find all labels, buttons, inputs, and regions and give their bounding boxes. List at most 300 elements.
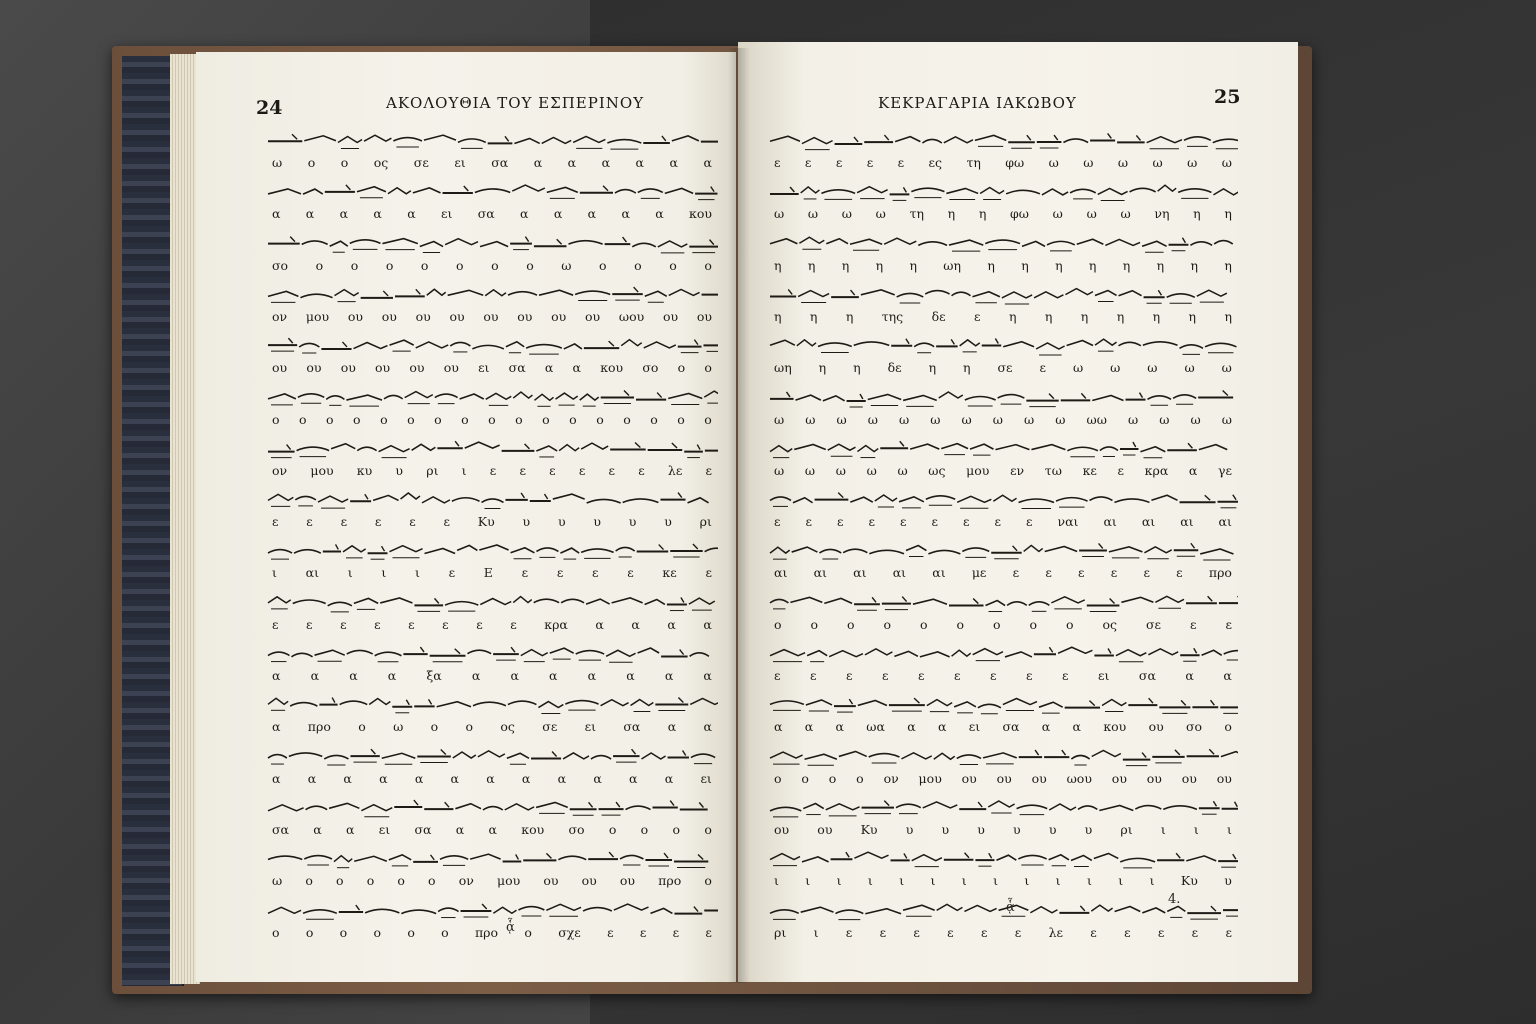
syllable: ε — [994, 514, 1001, 530]
syllable: ο — [677, 411, 685, 427]
syllable: ο — [650, 411, 658, 427]
syllable: α — [510, 668, 519, 683]
lyric-syllables — [272, 412, 712, 427]
syllable: η — [1224, 308, 1232, 324]
page-number: 24 — [256, 97, 283, 119]
syllable: α — [272, 719, 281, 735]
syllable: ε — [918, 668, 925, 683]
syllable: ε — [879, 924, 887, 940]
syllable: σα — [1002, 719, 1020, 735]
syllable: σα — [272, 821, 289, 837]
syllable: ε — [374, 616, 381, 632]
syllable: ω — [1024, 411, 1035, 427]
syllable: ου — [581, 873, 597, 889]
syllable: α — [520, 206, 529, 222]
syllable: ε — [489, 462, 497, 478]
lyric-syllables — [774, 206, 1232, 221]
syllable: σε — [542, 719, 558, 735]
music-line — [768, 387, 1238, 439]
music-line — [266, 284, 718, 336]
music-line — [768, 540, 1238, 592]
syllable: α — [703, 719, 712, 735]
syllable: η — [1044, 308, 1053, 324]
syllable: α — [471, 668, 481, 683]
lyric-syllables — [272, 258, 712, 273]
neume-notation — [768, 387, 1238, 411]
music-line — [768, 797, 1238, 849]
syllable: ο — [883, 616, 892, 632]
syllable: ε — [549, 462, 556, 478]
syllable: αι — [305, 565, 319, 581]
lyric-syllables — [272, 514, 712, 529]
syllable: αι — [1141, 514, 1156, 530]
syllable: κρα — [1144, 462, 1169, 478]
syllable: ε — [705, 462, 712, 478]
music-line — [768, 233, 1238, 285]
syllable: σα — [508, 360, 526, 376]
syllable: σε — [413, 155, 429, 170]
syllable: ε — [1191, 924, 1199, 940]
syllable: α — [407, 206, 416, 222]
syllable: Κυ — [1180, 873, 1198, 889]
music-line — [768, 335, 1238, 387]
syllable: ρι — [774, 924, 787, 940]
syllable: α — [593, 770, 602, 786]
syllable: σο — [272, 257, 289, 273]
syllable: α — [664, 770, 674, 786]
syllable: ο — [380, 411, 388, 427]
syllable: ω — [807, 206, 819, 222]
syllable: ο — [672, 821, 681, 837]
neume-notation — [768, 643, 1238, 667]
syllable: αι — [1218, 514, 1232, 530]
syllable: ε — [306, 514, 313, 530]
syllable: ο — [353, 411, 361, 427]
syllable: αι — [892, 565, 907, 581]
syllable: ο — [272, 411, 280, 427]
syllable: ο — [488, 411, 496, 427]
syllable: α — [621, 206, 630, 222]
syllable: ε — [1012, 565, 1020, 581]
syllable: α — [272, 770, 281, 786]
syllable: α — [587, 668, 597, 683]
music-line — [768, 284, 1238, 336]
lyric-syllables — [272, 719, 712, 734]
syllable: ε — [774, 668, 781, 683]
syllable: ε — [442, 616, 449, 632]
neume-notation — [266, 335, 718, 359]
lyric-syllables — [774, 668, 1232, 683]
neume-notation — [768, 335, 1238, 359]
neume-notation — [266, 900, 718, 924]
syllable: ω — [774, 411, 785, 427]
syllable: α — [664, 668, 674, 683]
syllable: ω — [774, 462, 785, 478]
syllable: ε — [374, 514, 382, 530]
syllable: ες — [928, 155, 943, 170]
syllable: η — [978, 206, 987, 222]
syllable: α — [907, 719, 916, 735]
syllable: α — [414, 770, 424, 786]
syllable: ε — [1026, 514, 1033, 530]
syllable: α — [486, 770, 495, 786]
syllable: ω — [1110, 360, 1121, 376]
lyric-syllables — [774, 155, 1232, 170]
syllable: α — [655, 206, 664, 222]
syllable: ου — [696, 308, 712, 324]
neume-notation — [768, 797, 1238, 821]
lyric-syllables — [272, 873, 712, 888]
syllable: α — [1041, 719, 1051, 735]
syllable: ε — [578, 462, 586, 478]
syllable: ε — [1078, 565, 1085, 581]
syllable: α — [595, 616, 604, 632]
syllable: ο — [350, 257, 359, 273]
music-line — [768, 489, 1238, 541]
syllable: ω — [1187, 155, 1198, 170]
syllable: ξα — [426, 668, 442, 683]
syllable: η — [1156, 257, 1165, 273]
syllable: η — [1021, 257, 1029, 273]
lyric-syllables — [272, 155, 712, 170]
syllable: α — [669, 155, 678, 170]
syllable: τη — [909, 206, 924, 222]
syllable: ω — [1055, 411, 1066, 427]
syllable: σα — [491, 155, 509, 170]
syllable: ου — [996, 770, 1012, 786]
syllable: α — [272, 206, 281, 222]
syllable: προ — [474, 924, 499, 940]
syllable: ο — [669, 257, 677, 273]
syllable: α — [455, 821, 465, 837]
syllable: ε — [448, 565, 456, 581]
syllable: α — [557, 770, 567, 786]
syllable: ε — [1062, 668, 1069, 683]
syllable: ο — [847, 616, 855, 632]
syllable: ο — [704, 360, 712, 376]
syllable: ι — [1118, 873, 1124, 889]
syllable: ε — [974, 308, 981, 324]
syllable: ε — [835, 155, 843, 170]
syllable: η — [774, 257, 782, 273]
syllable: ου — [662, 308, 679, 324]
music-line — [266, 592, 718, 644]
syllable: κυ — [356, 462, 373, 478]
syllable: ο — [1224, 719, 1232, 735]
neume-notation — [768, 284, 1238, 308]
music-line — [266, 900, 718, 952]
syllable: η — [1088, 257, 1097, 273]
syllable: ναι — [1057, 514, 1079, 530]
lyric-syllables — [774, 514, 1232, 529]
syllable: ε — [954, 668, 961, 683]
syllable: ω — [1159, 411, 1170, 427]
syllable: προ — [658, 873, 682, 889]
syllable: α — [629, 770, 638, 786]
syllable: α — [572, 360, 581, 376]
syllable: ο — [366, 873, 375, 889]
syllable: ε — [1176, 565, 1183, 581]
lyric-syllables — [774, 360, 1232, 375]
syllable: προ — [1208, 565, 1232, 581]
syllable: α — [310, 668, 320, 683]
neume-notation — [266, 438, 718, 462]
syllable: κου — [600, 360, 624, 376]
book-gutter — [728, 48, 750, 983]
syllable: η — [1190, 257, 1198, 273]
syllable: ο — [856, 770, 864, 786]
syllable: εν — [1010, 462, 1025, 478]
syllable: ε — [837, 514, 844, 530]
syllable: ω — [393, 719, 404, 735]
lyric-syllables — [272, 822, 712, 837]
syllable: ο — [623, 411, 631, 427]
syllable: λε — [1048, 924, 1063, 940]
syllable: ω — [930, 411, 941, 427]
syllable: α — [339, 206, 349, 222]
syllable: η — [845, 308, 854, 324]
music-line — [266, 335, 718, 387]
syllable: αι — [1180, 514, 1194, 530]
syllable: ω — [1052, 206, 1063, 222]
syllable: ει — [1098, 668, 1110, 683]
syllable: ι — [381, 565, 387, 581]
right-page — [738, 42, 1298, 982]
syllable: ρι — [699, 514, 712, 530]
syllable: α — [272, 668, 281, 683]
syllable: ο — [634, 257, 642, 273]
neume-notation — [266, 643, 718, 667]
syllable: η — [774, 308, 782, 324]
syllable: η — [1055, 257, 1063, 273]
syllable: ε — [810, 668, 817, 683]
syllable: α — [1223, 668, 1232, 683]
syllable: ωου — [1066, 770, 1092, 786]
syllable: ι — [1086, 873, 1092, 889]
syllable: ε — [963, 514, 970, 530]
syllable: ο — [608, 821, 617, 837]
syllable: ε — [846, 668, 853, 683]
syllable: ε — [1117, 462, 1124, 478]
syllable: ε — [1124, 924, 1131, 940]
syllable: ο — [434, 411, 442, 427]
music-line — [266, 797, 718, 849]
syllable: ε — [866, 155, 874, 170]
music-line — [768, 643, 1238, 695]
syllable: ο — [542, 411, 550, 427]
syllable: ου — [551, 308, 567, 324]
syllable: ω — [1152, 155, 1163, 170]
page-number: 25 — [1214, 86, 1241, 108]
syllable: ε — [519, 462, 526, 478]
syllable: ε — [627, 565, 634, 581]
syllable: κου — [521, 821, 545, 837]
syllable: ο — [801, 770, 809, 786]
music-line — [266, 540, 718, 592]
music-line — [266, 438, 718, 490]
syllable: ρι — [426, 462, 439, 478]
syllable: ο — [704, 411, 712, 427]
syllable: τω — [1044, 462, 1062, 478]
syllable: υ — [593, 514, 601, 530]
syllable: α — [774, 719, 783, 735]
syllable: ον — [272, 462, 288, 478]
syllable: η — [1224, 257, 1232, 273]
syllable: ε — [774, 155, 781, 170]
syllable: ο — [305, 873, 313, 889]
syllable: η — [841, 257, 850, 273]
signature-number: 4. — [1168, 892, 1181, 907]
syllable: ω — [1072, 360, 1084, 376]
syllable: ω — [272, 873, 283, 889]
syllable: ο — [774, 770, 782, 786]
syllable: ω — [835, 462, 846, 478]
syllable: ει — [968, 719, 981, 735]
syllable: η — [1008, 308, 1017, 324]
syllable: α — [549, 668, 558, 683]
syllable: α — [804, 719, 814, 735]
syllable: φω — [1010, 206, 1029, 222]
syllable: ει — [700, 770, 712, 786]
lyric-syllables — [272, 617, 712, 632]
syllable: ει — [440, 206, 453, 222]
syllable: ι — [867, 873, 873, 889]
lyric-syllables — [272, 565, 712, 580]
syllable: σα — [1138, 668, 1156, 683]
syllable: ω — [961, 411, 972, 427]
syllable: α — [667, 616, 676, 632]
syllable: ω — [866, 462, 877, 478]
syllable: ει — [478, 360, 490, 376]
syllable: ο — [920, 616, 928, 632]
syllable: ε — [1110, 565, 1118, 581]
syllable: ο — [810, 616, 819, 632]
syllable: αι — [932, 565, 946, 581]
syllable: ω — [1184, 360, 1195, 376]
syllable: ε — [592, 565, 599, 581]
syllable: ου — [543, 873, 559, 889]
syllable: η — [807, 257, 816, 273]
syllable: η — [853, 360, 861, 376]
syllable: ω — [875, 206, 886, 222]
neume-notation — [266, 746, 718, 770]
syllable: κε — [662, 565, 677, 581]
syllable: ον — [272, 308, 288, 324]
syllable: ο — [491, 257, 499, 273]
neume-notation — [266, 387, 718, 411]
lyric-syllables — [272, 771, 712, 786]
syllable: ο — [428, 873, 436, 889]
syllable: α — [703, 155, 712, 170]
syllable: ο — [430, 719, 439, 735]
neume-notation — [266, 694, 718, 718]
syllable: υ — [395, 462, 404, 478]
syllable: ου — [415, 308, 431, 324]
neume-notation — [768, 489, 1238, 513]
syllable: ε — [272, 514, 279, 530]
syllable: σα — [623, 719, 641, 735]
syllable: ε — [1090, 924, 1097, 940]
syllable: σε — [997, 360, 1013, 376]
syllable: ο — [299, 411, 307, 427]
syllable: ε — [931, 514, 938, 530]
syllable: υ — [664, 514, 672, 530]
syllable: υ — [1084, 821, 1093, 837]
syllable: προ — [307, 719, 331, 735]
syllable: ω — [1190, 411, 1201, 427]
lyric-syllables — [774, 925, 1232, 940]
syllable: α — [635, 155, 644, 170]
syllable: ι — [993, 873, 998, 889]
page-header: ΑΚΟΛΟΥΘΙΑ ΤΟΥ ΕΣΠΕΡΙΝΟΥ — [386, 94, 645, 112]
syllable: α — [626, 668, 635, 683]
syllable: ου — [1216, 770, 1232, 786]
syllable: αι — [774, 565, 788, 581]
lyric-syllables — [774, 309, 1232, 324]
syllable: ος — [500, 719, 515, 735]
syllable: α — [835, 719, 844, 735]
syllable: ως — [928, 462, 946, 478]
syllable: υ — [977, 821, 985, 837]
syllable: ω — [1048, 155, 1059, 170]
syllable: ωω — [1086, 411, 1107, 427]
syllable: ο — [373, 924, 382, 940]
syllable: αι — [813, 565, 827, 581]
syllable: α — [450, 770, 459, 786]
syllable: ο — [1066, 616, 1074, 632]
syllable: ε — [443, 514, 450, 530]
syllable: Κυ — [477, 514, 495, 530]
syllable: μου — [918, 770, 942, 786]
syllable: α — [533, 155, 543, 170]
syllable: γε — [1218, 462, 1232, 478]
syllable: α — [631, 616, 640, 632]
syllable: ι — [805, 873, 811, 889]
syllable: ος — [1102, 616, 1118, 632]
lyric-syllables — [272, 360, 712, 375]
syllable: α — [938, 719, 947, 735]
syllable: ο — [677, 360, 686, 376]
syllable: ε — [705, 924, 712, 940]
neume-notation — [768, 181, 1238, 205]
lyric-syllables — [272, 668, 712, 683]
syllable: με — [971, 565, 987, 581]
syllable: ε — [639, 924, 647, 940]
syllable: η — [818, 360, 827, 376]
syllable: ου — [443, 360, 459, 376]
syllable: ε — [1189, 616, 1197, 632]
syllable: ε — [868, 514, 875, 530]
syllable: υ — [941, 821, 950, 837]
syllable: ος — [373, 155, 389, 170]
syllable: υ — [1013, 821, 1021, 837]
syllable: ου — [619, 873, 636, 889]
syllable: α — [1188, 462, 1198, 478]
syllable: υ — [1048, 821, 1057, 837]
syllable: ω — [1221, 411, 1232, 427]
syllable: ε — [306, 616, 313, 632]
syllable: ι — [930, 873, 936, 889]
syllable: ου — [272, 360, 288, 376]
syllable: ο — [336, 873, 344, 889]
neume-notation — [266, 540, 718, 564]
lyric-syllables — [272, 206, 712, 221]
signature-mark: ᾇ — [1006, 900, 1015, 915]
syllable: κε — [1082, 462, 1097, 478]
syllable: ο — [358, 719, 366, 735]
syllable: μου — [310, 462, 334, 478]
syllable: ου — [381, 308, 397, 324]
